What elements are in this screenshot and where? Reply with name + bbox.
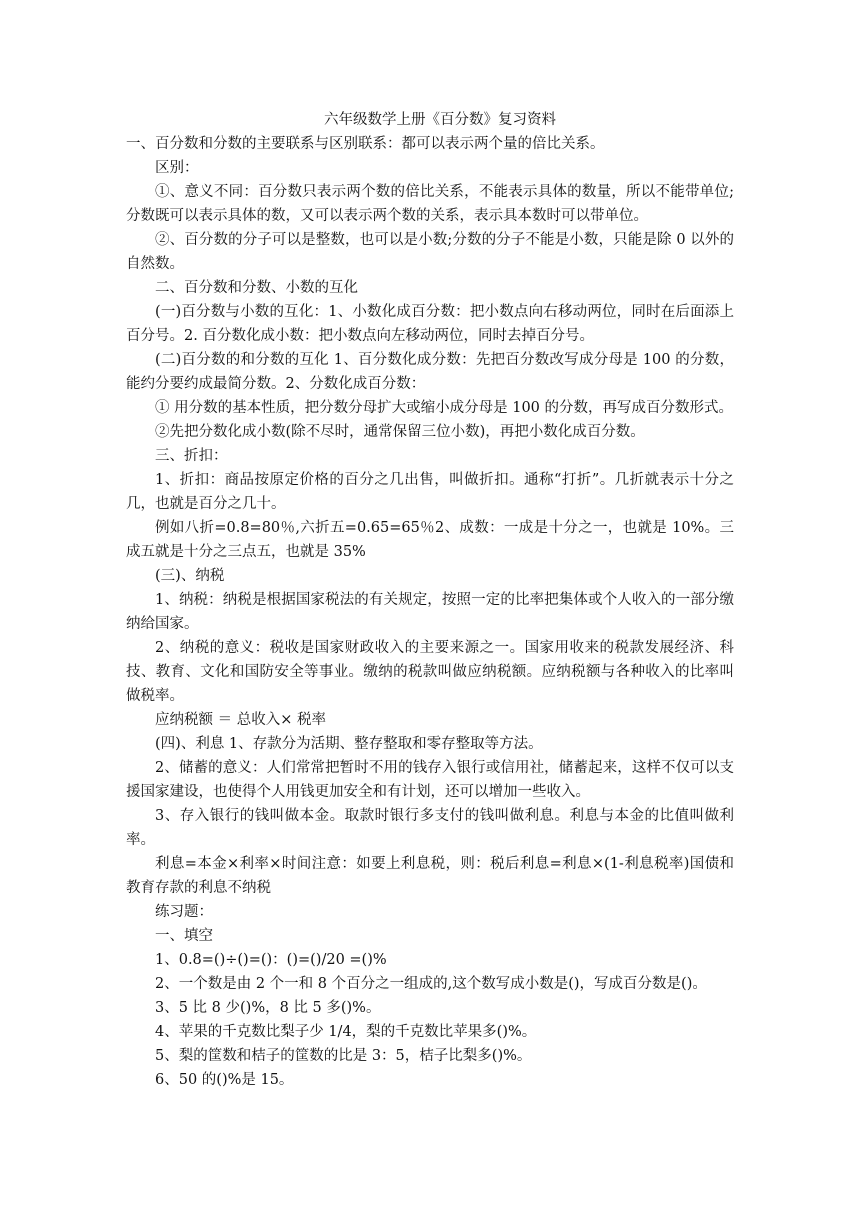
paragraph: 3、存入银行的钱叫做本金。取款时银行多支付的钱叫做利息。利息与本金的比值叫做利率。 — [126, 808, 734, 848]
exercise-item: 5、梨的筐数和桔子的筐数的比是 3：5，桔子比梨多()%。 — [155, 1048, 532, 1064]
document-body — [126, 108, 734, 1092]
paragraph: 1、折扣：商品按原定价格的百分之几出售，叫做折扣。通称“打折”。几折就表示十分之几，也就是百分之几十。 — [126, 472, 734, 512]
paragraph: ① 用分数的基本性质，把分数分母扩大或缩小成分母是 100 的分数，再写成百分数形式。 — [155, 400, 733, 416]
paragraph: 1、纳税：纳税是根据国家税法的有关规定，按照一定的比率把集体或个人收入的一部分缴纳给国家。 — [126, 592, 734, 632]
section-heading-1: 一、百分数和分数的主要联系与区别联系：都可以表示两个量的倍比关系。 — [126, 136, 605, 152]
paragraph: (一)百分数与小数的互化：1、小数化成百分数：把小数点向右移动两位，同时在后面添上百分号。2. 百分数化成小数：把小数点向左移动两位，同时去掉百分号。 — [126, 304, 734, 344]
paragraph: ②、百分数的分子可以是整数，也可以是小数;分数的分子不能是小数，只能是除 0 以外的自然数。 — [126, 232, 734, 272]
formula-line: 应纳税额 ＝ 总收入× 税率 — [155, 712, 326, 728]
paragraph: 利息=本金×利率×时间注意：如要上利息税，则：税后利息=利息×(1-利息税率)国债和教育存款的利息不纳税 — [126, 856, 734, 896]
exercise-item: 1、0.8=()÷()=()：()=()/20 =()% — [155, 952, 387, 968]
paragraph: 2、纳税的意义：税收是国家财政收入的主要来源之一。国家用收来的税款发展经济、科技、教育、文化和国防安全等事业。缴纳的税款叫做应纳税额。应纳税额与各种收入的比率叫做税率。 — [126, 640, 734, 704]
section-heading-5: (四)、利息 1、存款分为活期、整存整取和零存整取等方法。 — [155, 736, 543, 752]
exercise-item: 3、5 比 8 少()%，8 比 5 多()%。 — [155, 1000, 381, 1016]
exercise-heading: 练习题： — [155, 904, 213, 920]
paragraph: ②先把分数化成小数(除不尽时，通常保留三位小数)，再把小数化成百分数。 — [155, 424, 645, 440]
paragraph: 2、储蓄的意义：人们常常把暂时不用的钱存入银行或信用社，储蓄起来，这样不仅可以支援国家建设，也使得个人用钱更加安全和有计划，还可以增加一些收入。 — [126, 760, 734, 800]
paragraph: (二)百分数的和分数的互化 1、百分数化成分数：先把百分数改写成分母是 100 的分数，能约分要约成最简分数。2、分数化成百分数： — [126, 352, 734, 392]
exercise-item: 4、苹果的千克数比梨子少 1/4，梨的千克数比苹果多()%。 — [155, 1024, 537, 1040]
document-title: 六年级数学上册《百分数》复习资料 — [324, 112, 556, 128]
paragraph: 例如八折=0.8=80％,六折五=0.65=65％2、成数：一成是十分之一，也就是 10%。三成五就是十分之三点五，也就是 35% — [126, 520, 734, 560]
exercise-item: 6、50 的()%是 15。 — [155, 1072, 294, 1088]
exercise-item: 2、一个数是由 2 个一和 8 个百分之一组成的,这个数写成小数是()，写成百分数是()。 — [155, 976, 707, 992]
paragraph: ①、意义不同：百分数只表示两个数的倍比关系，不能表示具体的数量，所以不能带单位; 分数既可以表示具体的数，又可以表示两个数的关系，表示具本数时可以带单位。 — [126, 184, 734, 224]
section-heading-2: 二、百分数和分数、小数的互化 — [155, 280, 358, 296]
exercise-subheading: 一、填空 — [155, 928, 213, 944]
paragraph: 区别： — [155, 160, 199, 176]
section-heading-3: 三、折扣： — [155, 448, 228, 464]
section-heading-4: (三)、纳税 — [155, 568, 225, 584]
